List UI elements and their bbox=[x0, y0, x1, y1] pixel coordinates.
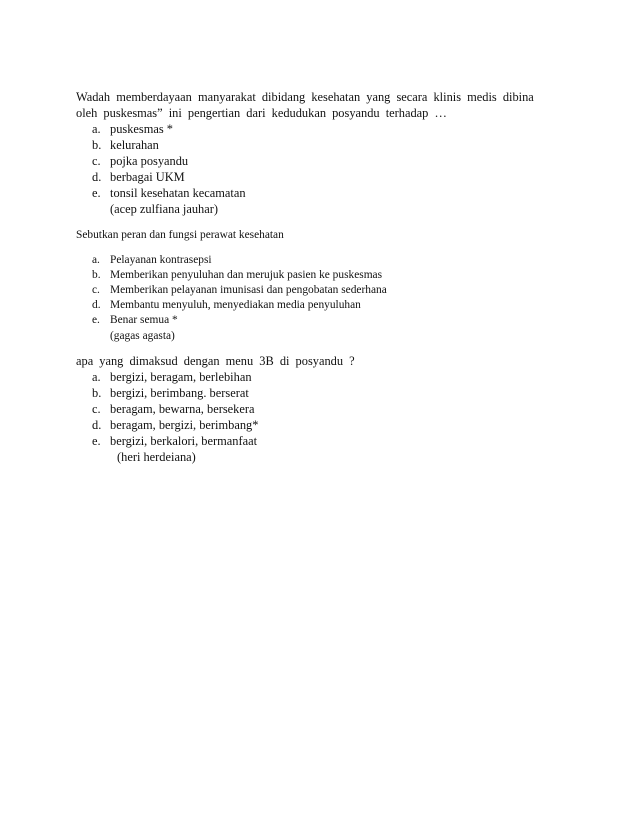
option-list bbox=[76, 121, 556, 201]
option-letter: e. bbox=[92, 434, 101, 448]
question-text: Sebutkan peran dan fungsi perawat kesehatan bbox=[76, 229, 284, 241]
question-author: (gagas agasta) bbox=[110, 330, 175, 342]
option-item bbox=[76, 433, 556, 449]
option-text: pojka posyandu bbox=[110, 154, 189, 168]
question-author: (acep zulfiana jauhar) bbox=[110, 202, 219, 216]
option-text: beragam, bergizi, berimbang* bbox=[110, 418, 259, 432]
option-list bbox=[76, 253, 556, 328]
option-text: Pelayanan kontrasepsi bbox=[110, 254, 212, 266]
option-item bbox=[76, 369, 556, 385]
option-text: bergizi, berimbang. berserat bbox=[110, 386, 249, 400]
option-letter: b. bbox=[92, 386, 102, 400]
option-item bbox=[76, 417, 556, 433]
option-item bbox=[76, 385, 556, 401]
option-item bbox=[76, 185, 556, 201]
option-text: Memberikan penyuluhan dan merujuk pasien ke puskesmas bbox=[110, 269, 383, 281]
option-letter: c. bbox=[92, 284, 100, 296]
option-text: puskesmas * bbox=[110, 122, 173, 136]
option-item bbox=[76, 153, 556, 169]
option-item bbox=[76, 283, 556, 298]
option-item bbox=[76, 137, 556, 153]
option-text: berbagai UKM bbox=[110, 170, 185, 184]
option-item bbox=[76, 401, 556, 417]
option-letter: e. bbox=[92, 186, 101, 200]
option-letter: d. bbox=[92, 299, 101, 311]
question-2 bbox=[76, 227, 556, 344]
option-letter: a. bbox=[92, 254, 100, 266]
question-1 bbox=[76, 89, 556, 217]
option-text: beragam, bewarna, bersekera bbox=[110, 402, 255, 416]
question-text: apa yang dimaksud dengan menu 3B di posyandu ? bbox=[76, 354, 355, 368]
option-text: kelurahan bbox=[110, 138, 159, 152]
option-letter: e. bbox=[92, 314, 100, 326]
option-item bbox=[76, 253, 556, 268]
option-text: Membantu menyuluh, menyediakan media penyuluhan bbox=[110, 299, 361, 311]
question-author: (heri herdeiana) bbox=[117, 450, 196, 464]
option-item bbox=[76, 169, 556, 185]
option-letter: b. bbox=[92, 269, 101, 281]
question-text: Wadah memberdayaan manyarakat dibidang kesehatan yang secara klinis medis dibina oleh puskesmas” ini pengertian dari kedudukan posyandu terhadap … bbox=[76, 90, 534, 120]
question-3 bbox=[76, 353, 556, 465]
option-letter: c. bbox=[92, 402, 101, 416]
option-letter: d. bbox=[92, 418, 102, 432]
option-text: tonsil kesehatan kecamatan bbox=[110, 186, 246, 200]
option-letter: d. bbox=[92, 170, 102, 184]
option-text: Benar semua * bbox=[110, 314, 178, 326]
option-text: bergizi, berkalori, bermanfaat bbox=[110, 434, 258, 448]
option-letter: a. bbox=[92, 122, 101, 136]
option-item bbox=[76, 121, 556, 137]
option-item bbox=[76, 298, 556, 313]
option-list bbox=[76, 369, 556, 449]
option-letter: b. bbox=[92, 138, 102, 152]
option-item bbox=[76, 268, 556, 283]
option-letter: c. bbox=[92, 154, 101, 168]
option-text: Memberikan pelayanan imunisasi dan pengobatan sederhana bbox=[110, 284, 387, 296]
option-text: bergizi, beragam, berlebihan bbox=[110, 370, 252, 384]
option-item bbox=[76, 313, 556, 328]
option-letter: a. bbox=[92, 370, 101, 384]
